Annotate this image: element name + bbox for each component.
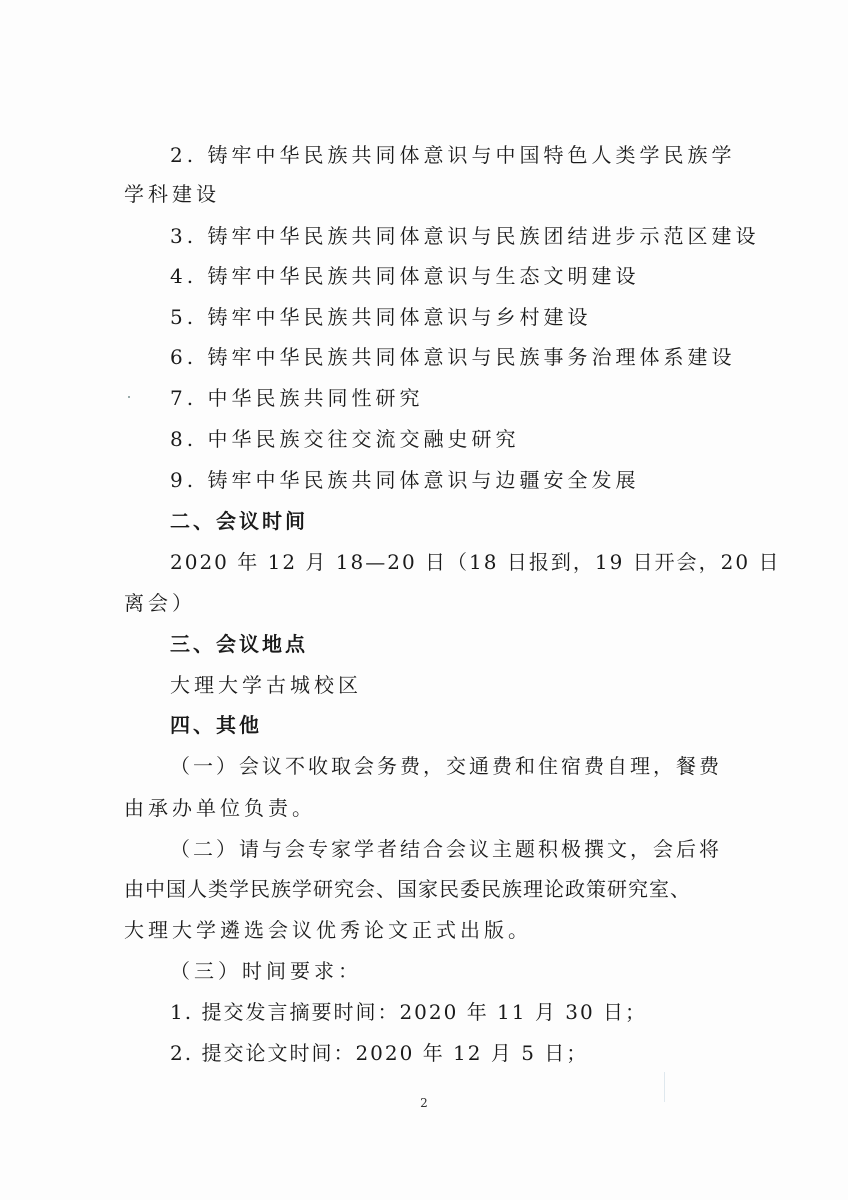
other-item-2-continued: 由中国人类学民族学研究会、国家民委民族理论政策研究室、	[124, 877, 691, 901]
section-heading-meeting-time: 二、会议时间	[170, 509, 308, 533]
list-item-8: 8. 中华民族交往交流交融史研究	[170, 427, 520, 451]
time-requirement-2: 2. 提交论文时间：2020 年 12 月 5 日；	[170, 1041, 589, 1065]
meeting-time-text-continued: 离会）	[124, 591, 196, 615]
list-item-2-continued: 学科建设	[124, 182, 220, 206]
list-item-2: 2. 铸牢中华民族共同体意识与中国特色人类学民族学	[170, 143, 736, 167]
list-item-4: 4. 铸牢中华民族共同体意识与生态文明建设	[170, 264, 640, 288]
page-number: 2	[420, 1096, 428, 1110]
list-item-6: 6. 铸牢中华民族共同体意识与民族事务治理体系建设	[170, 345, 736, 369]
scan-speck	[664, 1072, 665, 1102]
meeting-location-text: 大理大学古城校区	[170, 673, 362, 697]
list-item-9: 9. 铸牢中华民族共同体意识与边疆安全发展	[170, 468, 640, 492]
list-item-3: 3. 铸牢中华民族共同体意识与民族团结进步示范区建设	[170, 224, 760, 248]
scan-speck	[128, 396, 130, 398]
list-item-7: 7. 中华民族共同性研究	[170, 386, 424, 410]
section-heading-other: 四、其他	[170, 713, 262, 737]
section-heading-meeting-location: 三、会议地点	[170, 632, 308, 656]
meeting-time-text: 2020 年 12 月 18—20 日（18 日报到，19 日开会，20 日	[170, 550, 781, 574]
list-item-5: 5. 铸牢中华民族共同体意识与乡村建设	[170, 305, 592, 329]
other-item-3: （三）时间要求：	[170, 959, 362, 983]
other-item-2-continued-2: 大理大学遴选会议优秀论文正式出版。	[124, 918, 532, 942]
other-item-1: （一）会议不收取会务费，交通费和住宿费自理，餐费	[170, 754, 722, 778]
time-requirement-1: 1. 提交发言摘要时间：2020 年 11 月 30 日；	[170, 1000, 648, 1024]
other-item-1-continued: 由承办单位负责。	[124, 796, 316, 820]
other-item-2: （二）请与会专家学者结合会议主题积极撰文，会后将	[170, 837, 722, 861]
